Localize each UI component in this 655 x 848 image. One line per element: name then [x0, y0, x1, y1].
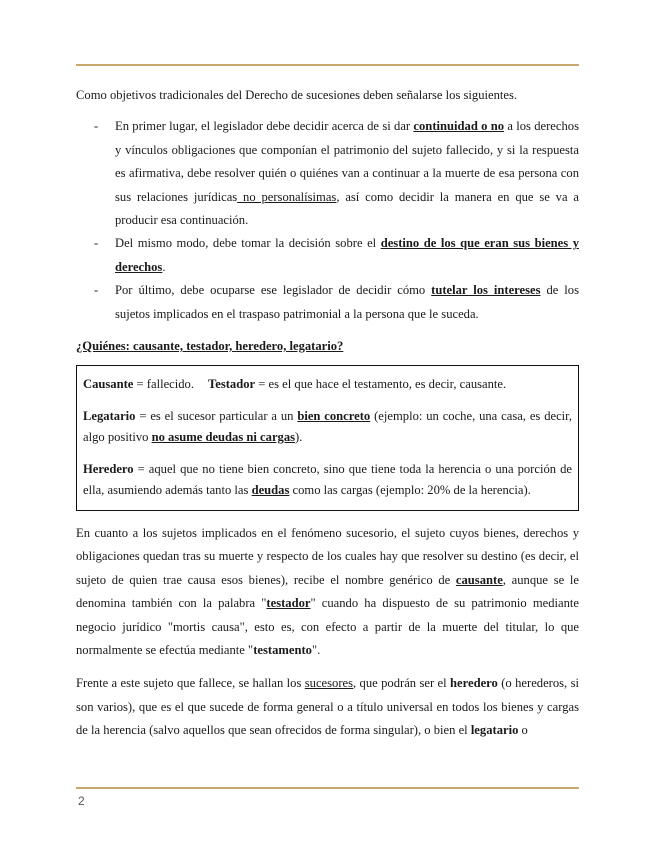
text-run: Por último, debe ocuparse ese legislador de decidir cómo	[115, 283, 432, 298]
text-run: (ejemplo: un coche, una casa, es decir, algo positivo	[83, 408, 573, 445]
text-run: como las cargas (ejemplo: 20% de la herencia).	[289, 483, 531, 498]
objectives-list	[76, 115, 579, 326]
keyword-destino: destino de los que eran sus bienes y derechos	[115, 236, 579, 274]
intro-paragraph: Como objetivos tradicionales del Derecho de sucesiones deben señalarse los siguientes.	[76, 88, 518, 102]
term-testador: Testador	[208, 377, 256, 392]
text-run: = aquel que no tiene bien concreto, sino que tiene toda la herencia o una porción de ella, asumiendo además tanto las	[83, 461, 572, 498]
objective-item-1	[76, 115, 579, 232]
keyword-no-personalisimas: no personalísimas	[237, 189, 337, 204]
text-run: o	[518, 723, 528, 738]
term-legatario: Legatario	[83, 408, 136, 423]
keyword-no-asume-deudas: no asume deudas ni cargas	[151, 430, 296, 445]
page-content	[76, 84, 579, 743]
keyword-testador: testador	[266, 596, 311, 611]
header-rule	[76, 64, 579, 66]
text-run: a los derechos y vínculos obligaciones que componían el patrimonio del sujeto fallecido, y si la respuesta es afirmativa, debe resolver quién o quiénes van a continuar a la muerte de esa persona con sus relaciones jurídicas	[115, 119, 579, 204]
keyword-causante: causante	[455, 572, 503, 587]
keyword-sucesores: sucesores	[304, 676, 354, 691]
text-run: , aunque se le denomina también con la palabra "	[76, 572, 579, 611]
keyword-bien-concreto: bien concreto	[297, 408, 371, 423]
text-run: , así como decidir la manera en que se va a producir esa continuación.	[115, 189, 579, 228]
text-run: (o herederos, si son varios), que es el que sucede de forma general o a título universal en todos los bienes y cargas de la herencia (salvo aquellos que sean ofrecidos de forma singular), o bien el	[76, 676, 579, 738]
definition-legatario	[83, 406, 572, 449]
keyword-testamento: testamento	[253, 643, 312, 657]
definition-causante-testador	[83, 374, 572, 396]
term-causante: Causante	[83, 377, 134, 392]
text-run: ".	[311, 643, 321, 657]
text-run: " cuando ha dispuesto de su patrimonio mediante negocio jurídico "mortis causa", esto es, con efecto a partir de la muerte del titular, lo que normalmente se efectúa mediante "	[76, 596, 579, 657]
paragraph-causante	[76, 522, 579, 662]
page-number: 2	[78, 794, 85, 808]
keyword-continuidad: continuidad o no	[413, 119, 505, 134]
text-run: Frente a este sujeto que fallece, se hallan los	[76, 676, 305, 691]
section-title: ¿Quiénes: causante, testador, heredero, legatario?	[76, 339, 344, 354]
paragraph-sucesores	[76, 672, 579, 742]
keyword-deudas: deudas	[251, 483, 290, 498]
def-testador: = es el que hace el testamento, es decir, causante.	[255, 377, 507, 392]
list-dash: -	[94, 283, 99, 298]
list-dash: -	[94, 236, 99, 251]
text-run: , que podrán ser el	[353, 676, 451, 691]
keyword-tutelar: tutelar los intereses	[431, 283, 541, 298]
definition-heredero	[83, 459, 572, 502]
objective-item-2	[76, 232, 579, 279]
keyword-legatario: legatario	[470, 723, 519, 738]
list-dash: -	[94, 119, 99, 134]
text-run: ).	[295, 430, 303, 445]
text-run: .	[162, 259, 166, 274]
objective-item-3	[76, 279, 579, 326]
def-causante: = fallecido.	[133, 377, 194, 392]
keyword-heredero: heredero	[450, 676, 498, 691]
footer-rule	[76, 787, 579, 789]
text-run: En cuanto a los sujetos implicados en el fenómeno sucesorio, el sujeto cuyos bienes, derechos y obligaciones quedan tras su muerte y respecto de los cuales hay que resolver su destino (es decir, el sujeto de quien trae causa esos bienes), recibe el nombre genérico de	[76, 525, 579, 587]
term-heredero: Heredero	[83, 461, 134, 476]
text-run: En primer lugar, el legislador debe decidir acerca de si dar	[115, 119, 414, 134]
text-run: = es el sucesor particular a un	[135, 408, 298, 423]
definitions-box	[76, 365, 579, 511]
text-run: Del mismo modo, debe tomar la decisión sobre el	[115, 236, 381, 251]
text-run: de los sujetos implicados en el traspaso patrimonial a la persona que le suceda.	[115, 283, 579, 321]
